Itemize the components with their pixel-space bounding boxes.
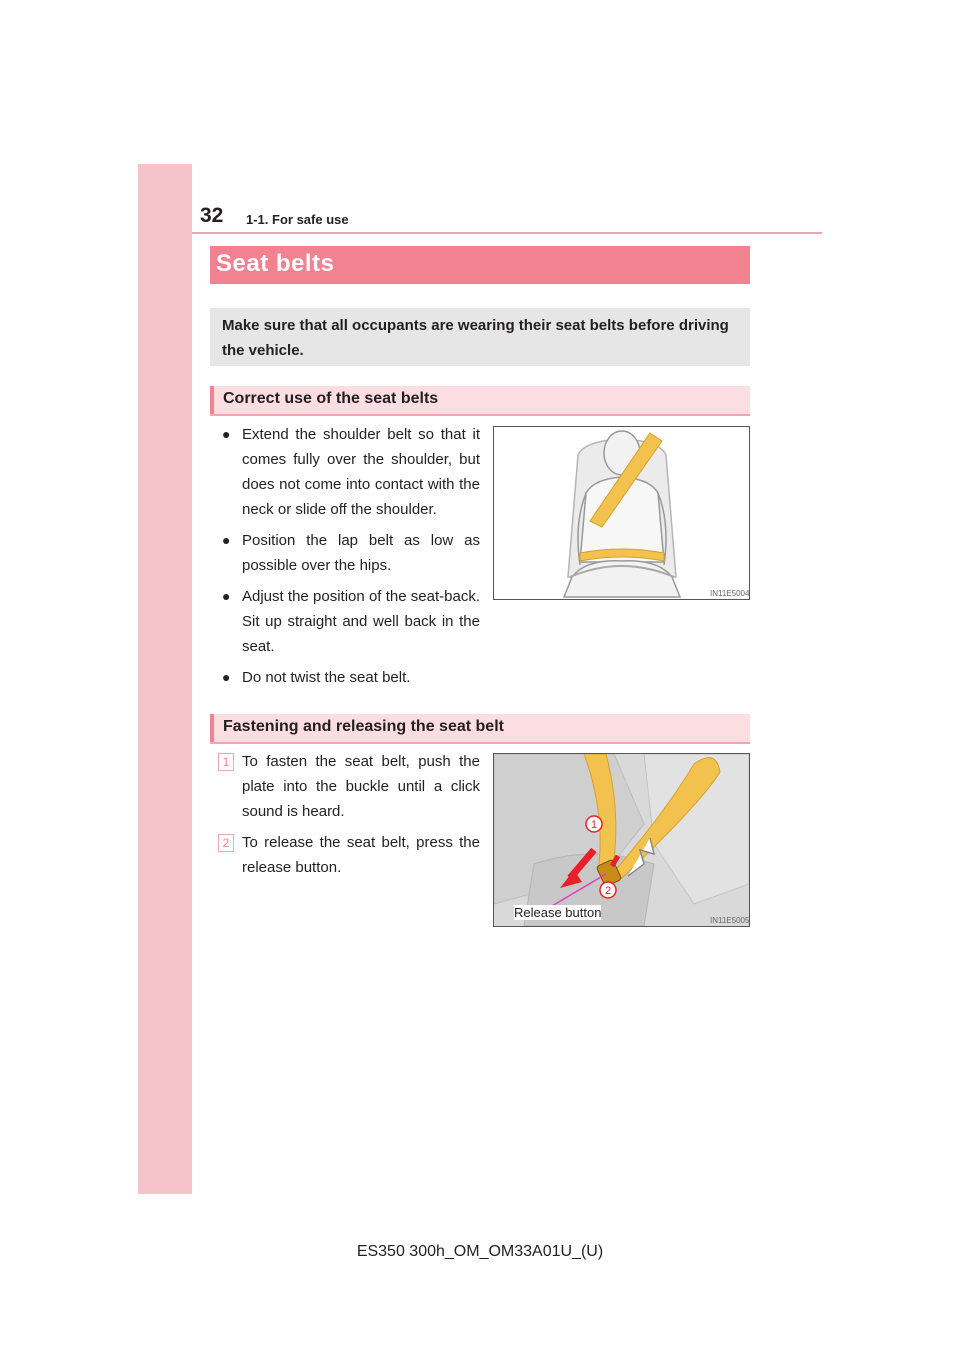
- figure-code: IN11E5005: [710, 916, 750, 925]
- fastening-heading-text: Fastening and releasing the seat belt: [223, 718, 504, 735]
- correct-use-list: [222, 422, 480, 696]
- step-item: 1 To fasten the seat belt, push the plate into the buckle until a click sound is heard.: [218, 749, 480, 824]
- callout-2-label: 2: [604, 885, 612, 897]
- bullet-icon: ●: [222, 532, 231, 548]
- correct-use-heading-text: Correct use of the seat belts: [223, 390, 439, 407]
- document-footer: ES350 300h_OM_OM33A01U_(U): [356, 1243, 604, 1260]
- section-label: 1-1. For safe use: [246, 212, 349, 227]
- page-title: Seat belts: [216, 250, 335, 277]
- list-item: ● Extend the shoulder belt so that it comes fully over the shoulder, but does not come into contact with the neck or slide off the shoulder.: [222, 422, 480, 522]
- list-item: ● Adjust the position of the seat-back. Sit up straight and well back in the seat.: [222, 584, 480, 659]
- bullet-icon: ●: [222, 426, 231, 442]
- list-item: ● Do not twist the seat belt.: [222, 665, 480, 690]
- bullet-icon: ●: [222, 588, 231, 604]
- step-number-badge: 1: [218, 753, 234, 771]
- release-button-label: Release button: [514, 905, 602, 920]
- fastening-steps: [218, 749, 480, 886]
- intro-text: Make sure that all occupants are wearing their seat belts before driving the vehicle.: [222, 317, 729, 359]
- intro-box: [210, 308, 750, 366]
- page-title-banner: [210, 246, 750, 284]
- buckle-illustration: [493, 753, 750, 927]
- figure-code: IN11E5004: [710, 589, 750, 598]
- step-number-badge: 2: [218, 834, 234, 852]
- callout-1-label: 1: [590, 819, 598, 831]
- page-number: 32: [200, 204, 224, 227]
- seat-belt-position-illustration: [493, 426, 750, 600]
- step-item: 2 To release the seat belt, press the release button.: [218, 830, 480, 880]
- seat-buckle-drawing: [494, 754, 749, 926]
- fastening-heading: [210, 714, 750, 744]
- seated-occupant-drawing: [494, 427, 749, 599]
- list-item: ● Position the lap belt as low as possible over the hips.: [222, 528, 480, 578]
- side-tab: [138, 164, 192, 1194]
- header-divider: [192, 232, 822, 234]
- correct-use-heading: [210, 386, 750, 416]
- bullet-icon: ●: [222, 669, 231, 685]
